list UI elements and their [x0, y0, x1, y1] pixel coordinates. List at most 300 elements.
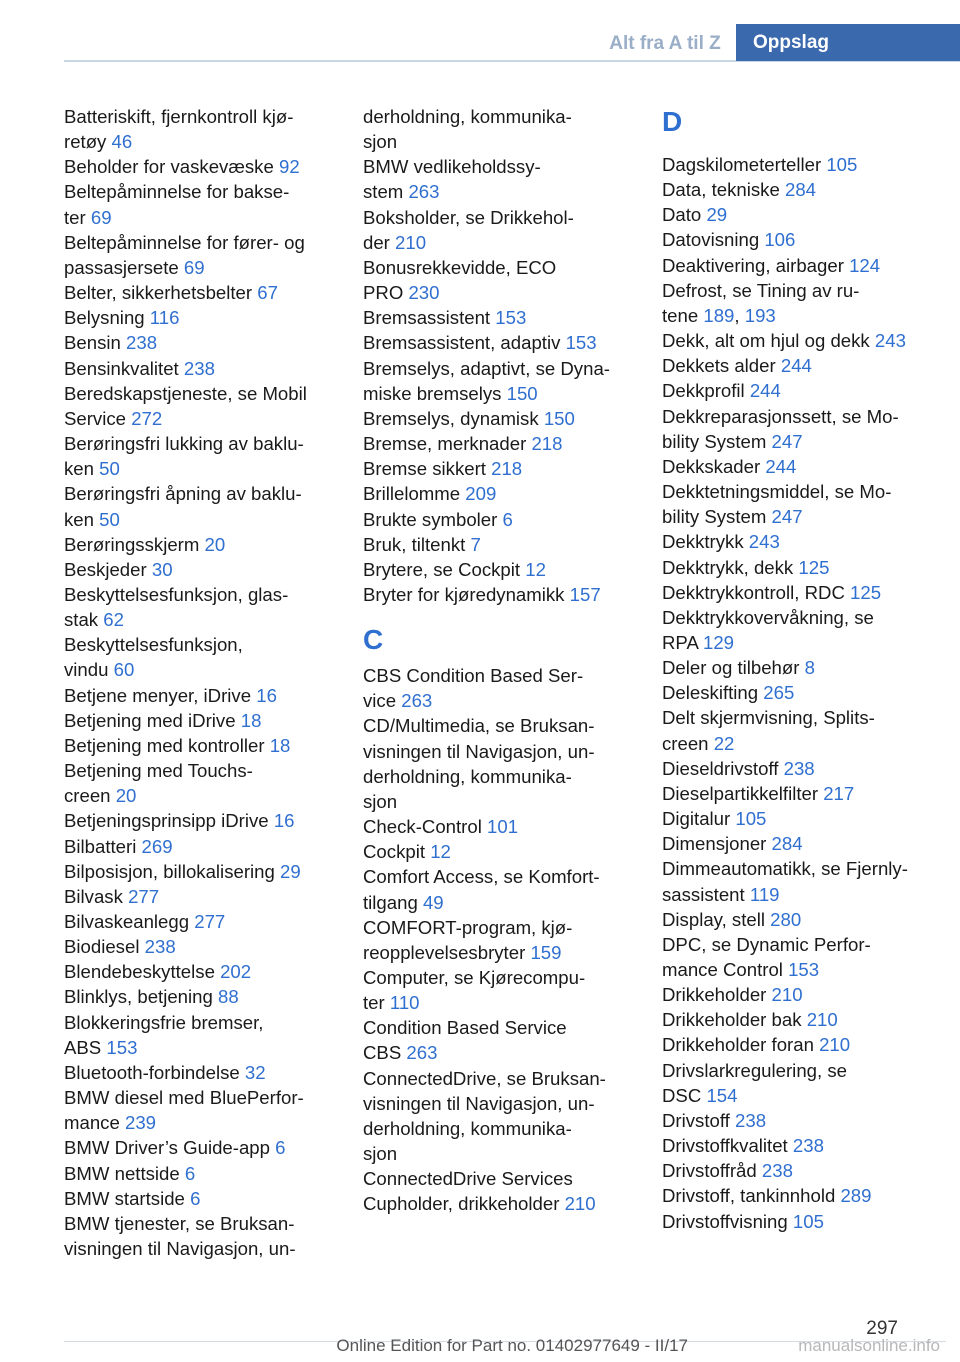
entry-text: reopplevelsesbryter [363, 941, 526, 963]
page-reference-link[interactable]: 265 [763, 682, 795, 704]
index-entry [64, 381, 330, 431]
page-reference-link[interactable]: 247 [771, 506, 803, 528]
entry-text: sjon [363, 1143, 398, 1165]
entry-text: Dimmeautomatikk, se Fjernly- [662, 858, 908, 880]
index-entry [363, 305, 629, 330]
page-reference-link[interactable]: 157 [569, 583, 601, 605]
page-reference-link[interactable]: 238 [783, 757, 815, 779]
page-reference-link[interactable]: 32 [244, 1061, 266, 1083]
entry-text-line [662, 907, 942, 932]
index-entry [64, 834, 330, 859]
page-reference-link[interactable]: 150 [543, 407, 575, 429]
page-reference-link[interactable]: 263 [408, 181, 440, 203]
page-reference-link[interactable]: 243 [748, 531, 780, 553]
page-reference-link[interactable]: 18 [269, 734, 291, 756]
entry-text: visningen til Navigasjon, un- [64, 1238, 296, 1260]
entry-text: Dekkskader [662, 455, 761, 477]
entry-text-line [64, 356, 330, 381]
entry-text-line [662, 781, 942, 806]
entry-text: Digitalur [662, 808, 731, 830]
page-reference-link[interactable]: 210 [395, 231, 427, 253]
entry-text-line [662, 680, 942, 705]
entry-text-line [662, 957, 942, 982]
entry-text: bility System [662, 430, 767, 452]
page-reference-link[interactable]: 20 [115, 785, 137, 807]
entry-text: Beholder for vaskevæske [64, 156, 274, 178]
index-entry [363, 1066, 629, 1167]
index-column-1 [64, 104, 330, 1261]
index-entry [662, 1209, 942, 1234]
index-entry [64, 683, 330, 708]
entry-text: Datovisning [662, 229, 760, 251]
entry-text-line [662, 479, 942, 504]
entry-text: Dieseldrivstoff [662, 757, 779, 779]
page-reference-link[interactable]: 67 [257, 282, 278, 304]
index-entry [662, 1058, 942, 1108]
entry-text: Computer, se Kjørecompu- [363, 967, 586, 988]
page-reference-link[interactable]: 116 [149, 307, 180, 329]
entry-text-line [64, 1211, 330, 1236]
entry-text-line [363, 129, 629, 154]
entry-text: Brukte symboler [363, 508, 498, 530]
entry-text: bility System [662, 506, 767, 528]
index-entry [363, 456, 629, 481]
entry-text: Dekkreparasjonssett, se Mo- [662, 405, 899, 427]
page-reference-link[interactable]: 29 [280, 860, 301, 882]
page-reference-link[interactable]: 105 [826, 154, 858, 175]
page-reference-link[interactable]: 6 [190, 1187, 201, 1209]
page-reference-link[interactable]: 153 [106, 1036, 138, 1058]
index-entry [64, 808, 330, 833]
entry-text: Deleskifting [662, 682, 759, 704]
entry-text: Display, stell [662, 908, 765, 930]
page-reference-link[interactable]: 69 [183, 256, 205, 278]
page-reference-link[interactable]: 218 [491, 458, 523, 480]
entry-text: Brillelomme [363, 483, 461, 505]
entry-text: Drivstoffkvalitet [662, 1135, 788, 1157]
entry-text-line [64, 179, 330, 204]
entry-text-line [662, 1032, 942, 1057]
index-entry [64, 330, 330, 355]
index-column-3 [662, 104, 942, 1234]
page-reference-link[interactable]: 69 [90, 206, 112, 228]
entry-text: visningen til Navigasjon, un- [363, 740, 595, 762]
entry-text-line [64, 557, 330, 582]
index-entry [64, 758, 330, 808]
entry-text: Berøringsskjerm [64, 533, 200, 555]
entry-text-line [363, 940, 629, 965]
page-reference-link[interactable]: 106 [764, 229, 796, 251]
page-reference-link[interactable]: 244 [765, 455, 797, 477]
page-reference-link[interactable]: 218 [531, 433, 563, 455]
entry-text: Betjeningsprinsipp iDrive [64, 810, 269, 832]
page-reference-link[interactable]: 202 [220, 961, 252, 983]
index-entry [662, 1158, 942, 1183]
index-entry [64, 230, 330, 280]
entry-text-line [363, 1191, 629, 1216]
watermark: manualsonline.info [798, 1336, 940, 1355]
entry-text: Drikkeholder [662, 984, 767, 1006]
entry-text: tilgang [363, 891, 418, 913]
page-reference-link[interactable]: 125 [798, 556, 830, 578]
entry-text-line [363, 179, 629, 204]
page-reference-link[interactable]: 22 [713, 732, 735, 754]
page-reference-link[interactable]: 88 [218, 986, 239, 1008]
entry-text: Betjene menyer, iDrive [64, 684, 252, 706]
index-entry [662, 907, 942, 932]
index-entry [64, 984, 330, 1009]
page-reference-link[interactable]: 119 [749, 883, 780, 905]
page-reference-link[interactable]: 244 [780, 355, 812, 377]
entry-text: Dimensjoner [662, 833, 767, 855]
page-reference-link[interactable]: 238 [792, 1135, 824, 1157]
index-entry [662, 831, 942, 856]
page-reference-link[interactable]: 46 [111, 131, 133, 153]
entry-text-line [363, 255, 629, 280]
entry-text-line [363, 663, 629, 688]
index-entry [64, 884, 330, 909]
entry-text-line [363, 915, 629, 940]
entry-text-line [363, 280, 629, 305]
page-reference-link[interactable]: 60 [113, 659, 135, 681]
entry-text-line [64, 859, 330, 884]
page-reference-link[interactable]: 18 [240, 709, 262, 731]
entry-text: DSC [662, 1084, 702, 1106]
page-reference-link[interactable]: 239 [124, 1112, 157, 1134]
entry-text: Betjening med iDrive [64, 709, 236, 731]
page-reference-link[interactable]: 217 [823, 782, 855, 804]
page-reference-link[interactable]: 277 [128, 885, 160, 907]
page-reference-link[interactable]: 30 [151, 558, 173, 580]
index-entry [363, 532, 629, 557]
entry-text: Beredskapstjeneste, se Mobil [64, 382, 307, 404]
index-entry [363, 663, 629, 713]
page-reference-link[interactable]: 238 [761, 1160, 793, 1182]
page-reference-link[interactable]: 49 [422, 891, 444, 913]
entry-text-line [363, 864, 629, 889]
page-reference-link[interactable]: 238 [735, 1109, 767, 1131]
page-reference-link[interactable]: 129 [703, 631, 735, 653]
page-reference-link[interactable]: 280 [770, 908, 802, 930]
index-entry [64, 356, 330, 381]
entry-text-line [64, 507, 330, 532]
page-reference-link[interactable]: 238 [144, 936, 176, 958]
entry-text-line [64, 1186, 330, 1211]
entry-text-line [363, 1040, 629, 1065]
entry-text: Beltepåminnelse for bakse- [64, 181, 290, 203]
page-reference-link[interactable]: 210 [771, 984, 803, 1006]
entry-text-line [64, 607, 330, 632]
page-reference-link[interactable]: 210 [806, 1009, 838, 1031]
entry-text-line [662, 1108, 942, 1133]
entry-text: Dekk, alt om hjul og dekk [662, 330, 870, 352]
index-entry [363, 839, 629, 864]
page-reference-link[interactable]: 244 [749, 380, 781, 402]
index-letter-heading: C [363, 624, 384, 656]
entry-text: ConnectedDrive Services [363, 1168, 573, 1190]
page-reference-link[interactable]: 101 [487, 816, 519, 838]
index-entry [662, 1108, 942, 1133]
entry-text: Betjening med Touchs- [64, 760, 253, 782]
entry-text-line [662, 278, 942, 303]
page-reference-link[interactable]: 153 [788, 959, 820, 980]
index-entry [662, 806, 942, 831]
index-entry [662, 278, 942, 328]
entry-text: mance [64, 1112, 120, 1134]
entry-text-line [64, 683, 330, 708]
page-reference-link[interactable]: 8 [804, 657, 815, 679]
index-entry [64, 708, 330, 733]
entry-text: BMW vedlikeholdssy- [363, 156, 541, 178]
index-entry [363, 255, 629, 305]
page-reference-link[interactable]: 210 [564, 1193, 596, 1215]
entry-text-line [662, 882, 942, 907]
entry-text-line [662, 756, 942, 781]
index-entry [64, 104, 330, 154]
index-column-2 [363, 104, 629, 1217]
entry-text: Drikkeholder foran [662, 1034, 814, 1056]
index-entry [64, 1135, 330, 1160]
entry-text: CD/Multimedia, se Bruksan- [363, 715, 595, 737]
entry-text: RPA [662, 631, 698, 653]
entry-text-line [662, 152, 942, 177]
entry-text: tene [662, 304, 699, 326]
entry-text-line [363, 431, 629, 456]
entry-text-line [662, 177, 942, 202]
entry-text: stem [363, 181, 404, 203]
entry-text-line [363, 406, 629, 431]
entry-text-line [363, 1091, 629, 1116]
index-entry [363, 507, 629, 532]
page-reference-link[interactable]: 284 [785, 179, 817, 201]
index-entry [64, 280, 330, 305]
page-reference-link[interactable]: 6 [184, 1162, 196, 1184]
entry-text: Dekktrykkovervåkning, se [662, 606, 874, 628]
page-reference-link[interactable]: 243 [874, 330, 906, 352]
entry-text: stak [64, 609, 99, 631]
page-reference-link[interactable]: 12 [525, 558, 546, 580]
entry-text: Drivslarkregulering, se [662, 1059, 847, 1081]
entry-text: Bilbatteri [64, 835, 137, 857]
entry-text-line [662, 378, 942, 403]
index-entry [64, 154, 330, 179]
entry-text-line [363, 814, 629, 839]
page-reference-link[interactable]: 7 [470, 533, 481, 555]
page-reference-link[interactable]: 62 [103, 609, 124, 631]
index-entry [363, 864, 629, 914]
entry-text: Data, tekniske [662, 179, 780, 201]
entry-text-line [363, 965, 629, 990]
entry-text: Bensinkvalitet [64, 357, 179, 379]
entry-text: Beskyttelsesfunksjon, [64, 634, 243, 656]
index-entry [662, 705, 942, 755]
entry-text: derholdning, kommunika- [363, 765, 572, 787]
entry-text: sjon [363, 131, 398, 153]
index-entry [662, 680, 942, 705]
entry-text-line: tene 189, 193 [662, 304, 776, 326]
entry-text-line [363, 582, 629, 607]
entry-text-line [64, 783, 330, 808]
page-reference-link[interactable]: 238 [183, 357, 215, 379]
index-letter-heading: D [662, 106, 683, 137]
index-entry [662, 454, 942, 479]
page-reference-link[interactable]: 289 [840, 1185, 872, 1207]
index-entry [662, 177, 942, 202]
page-reference-link[interactable]: 210 [819, 1034, 851, 1056]
page-reference-link[interactable]: 110 [389, 992, 420, 1014]
page-reference-link[interactable]: 153 [495, 307, 527, 329]
entry-text-line [363, 1116, 629, 1141]
entry-text-line [64, 1110, 330, 1135]
entry-text: sassistent [662, 883, 745, 905]
entry-text: visningen til Navigasjon, un- [363, 1092, 595, 1114]
page-reference-link[interactable]: 125 [850, 581, 882, 603]
page-reference-link[interactable]: 6 [275, 1137, 286, 1159]
index-entry [64, 959, 330, 984]
entry-text: Bryter for kjøredynamikk [363, 583, 565, 605]
page-reference-link[interactable]: 284 [771, 833, 803, 855]
entry-text: Biodiesel [64, 936, 140, 958]
entry-text-line [662, 1158, 942, 1183]
entry-text-line [363, 789, 629, 814]
page-reference-link[interactable]: 154 [706, 1084, 738, 1106]
page-reference-link[interactable]: 105 [792, 1210, 824, 1232]
page-reference-link[interactable]: 247 [771, 430, 803, 452]
page-reference-link[interactable]: 6 [502, 508, 513, 530]
page-reference-link[interactable]: 50 [99, 458, 120, 480]
index-entry [64, 1060, 330, 1085]
page-reference-link[interactable]: 153 [565, 332, 597, 354]
page-reference-link[interactable]: 29 [706, 204, 728, 226]
index-entry [363, 406, 629, 431]
index-entry [662, 227, 942, 252]
entry-text-line [363, 230, 629, 255]
page-reference-link[interactable]: 189 [703, 304, 735, 326]
page-reference-link[interactable]: 277 [194, 911, 226, 932]
entry-text: passasjersete [64, 256, 179, 278]
entry-text-line [662, 705, 942, 730]
entry-text-line [64, 1035, 330, 1060]
index-entry [363, 713, 629, 814]
entry-text-line [64, 481, 330, 506]
entry-text-line [64, 532, 330, 557]
entry-text: retøy [64, 131, 107, 153]
entry-text-line [662, 1133, 942, 1158]
index-entry [64, 1085, 330, 1135]
entry-text: Bilposisjon, billokalisering [64, 860, 275, 882]
entry-text: BMW diesel med BluePerfor- [64, 1087, 304, 1109]
entry-text-line [662, 806, 942, 831]
entry-text-line [64, 632, 330, 657]
page-reference-link[interactable]: 12 [430, 841, 451, 863]
entry-text: Blokkeringsfrie bremser, [64, 1011, 264, 1033]
entry-text-line [363, 507, 629, 532]
entry-text-line [662, 982, 942, 1007]
page-reference-link[interactable]: 159 [530, 941, 562, 963]
entry-text: CBS [363, 1042, 402, 1064]
page-reference-link[interactable]: 269 [141, 835, 173, 857]
index-entry [64, 934, 330, 959]
index-entry [363, 154, 629, 204]
index-entry [662, 404, 942, 454]
index-entry [662, 529, 942, 554]
entry-text: mance Control [662, 959, 783, 980]
index-entry [662, 353, 942, 378]
entry-text-line [363, 305, 629, 330]
entry-text: Bremsassistent [363, 307, 491, 329]
index-entry [662, 605, 942, 655]
entry-text-line [363, 1166, 629, 1191]
entry-text: Defrost, se Tining av ru- [662, 279, 860, 301]
page-reference-link[interactable]: 16 [256, 684, 277, 706]
entry-text-line [662, 202, 942, 227]
entry-text-line [64, 1135, 330, 1160]
entry-text: Bremsassistent, adaptiv [363, 332, 561, 354]
entry-text-line [363, 532, 629, 557]
entry-text: Deaktivering, airbager [662, 254, 844, 276]
entry-text: ABS [64, 1036, 102, 1058]
page-reference-link[interactable]: 92 [278, 156, 300, 178]
entry-text-line [662, 831, 942, 856]
entry-text: miske bremselys [363, 382, 502, 404]
index-entry [662, 781, 942, 806]
entry-text: BMW tjenester, se Bruksan- [64, 1212, 295, 1234]
entry-text-line [363, 688, 629, 713]
page-reference-link[interactable]: 230 [408, 282, 440, 304]
entry-text: Brytere, se Cockpit [363, 558, 521, 580]
entry-text-line [363, 557, 629, 582]
entry-text: Bremse sikkert [363, 458, 486, 480]
page-reference-link[interactable]: 105 [735, 808, 767, 830]
entry-text-line [662, 731, 942, 756]
page-reference-link[interactable]: 263 [401, 690, 433, 712]
page-reference-link[interactable]: 16 [273, 810, 295, 832]
entry-text: Boksholder, se Drikkehol- [363, 206, 574, 228]
index-entry [662, 932, 942, 982]
index-entry [363, 104, 629, 154]
entry-text-line [64, 205, 330, 230]
entry-text-line [64, 959, 330, 984]
page-reference-link[interactable]: 193 [744, 304, 776, 326]
index-entry [662, 580, 942, 605]
entry-text: CBS Condition Based Ser- [363, 665, 584, 687]
entry-text-line [662, 630, 942, 655]
page-reference-link[interactable]: 272 [131, 407, 163, 429]
entry-text: Bremse, merknader [363, 433, 527, 455]
entry-text-line [64, 733, 330, 758]
entry-text-line [363, 154, 629, 179]
page-reference-link[interactable]: 150 [506, 382, 538, 404]
page-reference-link[interactable]: 263 [406, 1042, 438, 1064]
page-reference-link[interactable]: 124 [849, 254, 881, 276]
page-reference-link[interactable]: 238 [126, 332, 158, 354]
entry-text-line [363, 456, 629, 481]
entry-text: Bensin [64, 332, 121, 354]
index-entry [662, 152, 942, 177]
page-reference-link[interactable]: 50 [99, 508, 120, 530]
entry-text-line [363, 1141, 629, 1166]
index-entry [662, 856, 942, 906]
index-entry [64, 179, 330, 229]
entry-text-line [363, 104, 629, 129]
page-reference-link[interactable]: 209 [465, 483, 497, 505]
index-entry [64, 632, 330, 682]
edition-text: Online Edition for Part no. 01402977649 - II/17 [336, 1336, 688, 1355]
page-reference-link[interactable]: 20 [204, 533, 226, 555]
entry-text: creen [64, 785, 111, 807]
entry-text-line [662, 1209, 942, 1234]
entry-text: Bruk, tiltenkt [363, 533, 466, 555]
